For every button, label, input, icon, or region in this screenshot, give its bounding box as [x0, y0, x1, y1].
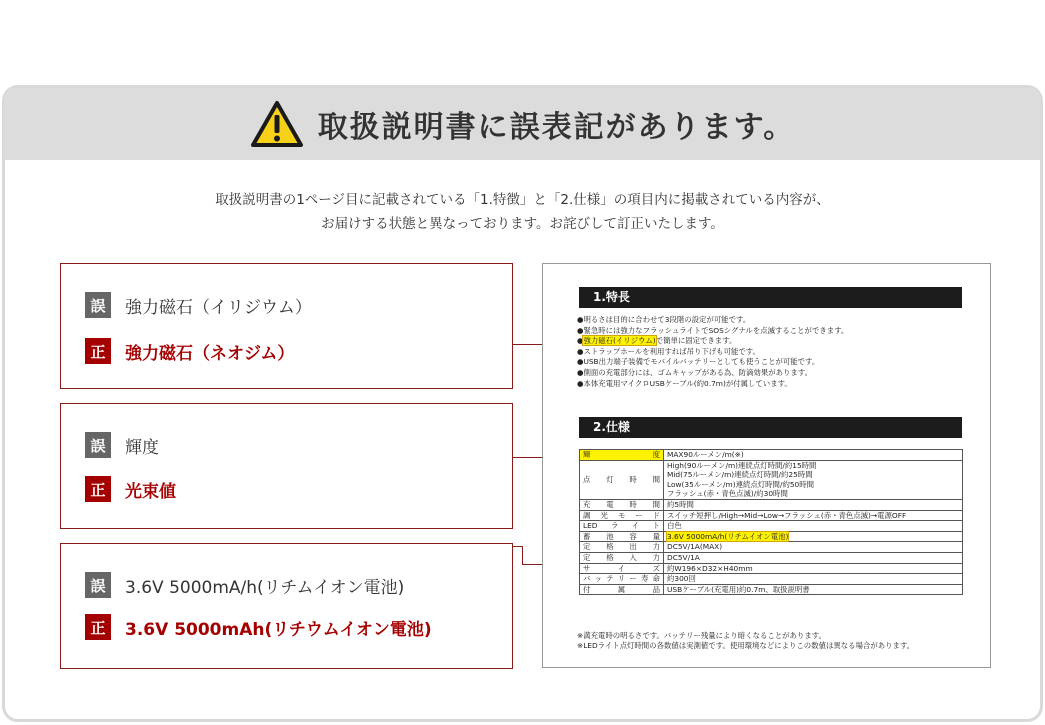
connector-battery-b [522, 546, 523, 564]
right-text: 光束値 [125, 481, 176, 502]
magnet-suffix: で簡単に固定できます。 [655, 336, 737, 346]
table-row [580, 563, 963, 574]
intro-text [5, 188, 1040, 236]
right-row [85, 476, 176, 502]
notice-panel [2, 85, 1043, 722]
spec-key: 付属品 [580, 584, 664, 595]
correction-card-battery [60, 543, 513, 669]
right-tag: 正 [85, 338, 111, 364]
spec-value-line: Low(35ルーメン/m)連続点灯時間/約50時間 [667, 479, 815, 489]
spec-value: 約W196×D32×H40mm [664, 563, 963, 574]
table-row [580, 510, 963, 521]
spec-value: 白色 [664, 521, 963, 532]
feature-item: ●側面の充電部分には、ゴムキャップがある為、防滴効果があります。 [577, 367, 812, 377]
spec-value-battery [664, 531, 963, 542]
spec-key: 調光モード [580, 510, 664, 521]
table-row [580, 552, 963, 563]
spec-notes [577, 631, 914, 652]
spec-table [579, 449, 963, 595]
wrong-text: 輝度 [125, 437, 159, 458]
spec-key: 点灯時間 [580, 460, 664, 499]
right-tag: 正 [85, 476, 111, 502]
magnet-highlight: 強力磁石(イリジウム) [583, 336, 656, 346]
spec-value: DC5V/1A(MAX) [664, 542, 963, 553]
table-row [580, 584, 963, 595]
note-line: ※LEDライト点灯時間の各数値は実測値です。使用環境などによりこの数値は異なる場合があります。 [577, 641, 915, 651]
page-title: 取扱説明書に誤表記があります。 [317, 110, 796, 145]
right-text: 3.6V 5000mAh(リチウムイオン電池) [125, 619, 432, 640]
spec-value-multi [664, 460, 963, 499]
intro-line-1: 取扱説明書の1ページ目に記載されている「1.特徴」と「2.仕様」の項目内に掲載されている内容が、 [215, 192, 830, 208]
battery-highlight: 3.6V 5000mA/h(リチムイオン電池) [667, 531, 789, 541]
feature-item: ●緊急時には強力なフラッシュライトでSOSシグナルを点滅することができます。 [577, 325, 849, 335]
spec-key: サイズ [580, 563, 664, 574]
right-text: 強力磁石（ネオジム） [125, 343, 295, 364]
wrong-text: 強力磁石（イリジウム） [125, 297, 312, 318]
wrong-tag: 誤 [85, 292, 111, 318]
section-spec-title: 2.仕様 [579, 417, 962, 438]
spec-key: バッテリー寿命 [580, 574, 664, 585]
correction-card-magnet [60, 263, 513, 389]
table-row [580, 542, 963, 553]
wrong-row [85, 292, 312, 318]
spec-value-line: Mid(75ルーメン/m)連続点灯時間/約25時間 [667, 470, 813, 480]
notice-header [5, 88, 1040, 160]
table-row [580, 521, 963, 532]
spec-value: MAX90ルーメン/m(※) [664, 450, 963, 461]
section-features-title: 1.特長 [579, 287, 962, 308]
spec-key: 定格入力 [580, 552, 664, 563]
warning-triangle-icon [250, 100, 304, 148]
wrong-text: 3.6V 5000mA/h(リチムイオン電池) [125, 577, 405, 598]
spec-key: 定格出力 [580, 542, 664, 553]
feature-item: ●明るさは目的に合わせて3段階の設定が可能です。 [577, 315, 751, 324]
wrong-row [85, 572, 404, 598]
intro-line-2: お届けする状態と異なっております。お詫びして訂正いたします。 [321, 216, 724, 232]
spec-value: USBケーブル(充電用)約0.7m、取扱説明書 [664, 584, 963, 595]
wrong-row [85, 432, 159, 458]
note-line: ※満充電時の明るさです。バッテリー残量により暗くなることがあります。 [577, 631, 826, 640]
feature-item: ●ストラップホールを利用すれば吊り下げも可能です。 [577, 346, 760, 356]
manual-excerpt [542, 263, 991, 668]
table-row [580, 450, 963, 461]
wrong-tag: 誤 [85, 432, 111, 458]
table-row [580, 499, 963, 510]
table-row [580, 460, 963, 499]
right-row [85, 614, 432, 640]
spec-value-line: フラッシュ(赤・青色点滅)/約30時間 [667, 489, 788, 499]
spec-value: 約5時間 [664, 499, 963, 510]
right-tag: 正 [85, 614, 111, 640]
table-row [580, 574, 963, 585]
bullet-mark: ● [577, 336, 584, 346]
features-list [577, 315, 848, 389]
spec-key: LEDライト [580, 521, 664, 532]
spec-value: スイッチ短押し/High→Mid→Low→フラッシュ(赤・青色点滅)→電源OFF [664, 510, 963, 521]
spec-value: 約300回 [664, 574, 963, 585]
wrong-tag: 誤 [85, 572, 111, 598]
spec-key: 輝度 [580, 450, 664, 461]
feature-item-magnet [577, 336, 848, 347]
feature-item: ●USB出力端子装備でモバイルバッテリーとしても使うことが可能です。 [577, 357, 820, 367]
table-row [580, 531, 963, 542]
spec-value: DC5V/1A [664, 552, 963, 563]
spec-key: 充電時間 [580, 499, 664, 510]
right-row [85, 338, 294, 364]
spec-key: 蓄池容量 [580, 531, 664, 542]
spec-value-line: High(90ルーメン/m)連続点灯時間/約15時間 [667, 460, 817, 470]
feature-item: ●本体充電用マイクロUSBケーブル(約0.7m)が付属しています。 [577, 378, 792, 388]
correction-card-brightness [60, 403, 513, 529]
